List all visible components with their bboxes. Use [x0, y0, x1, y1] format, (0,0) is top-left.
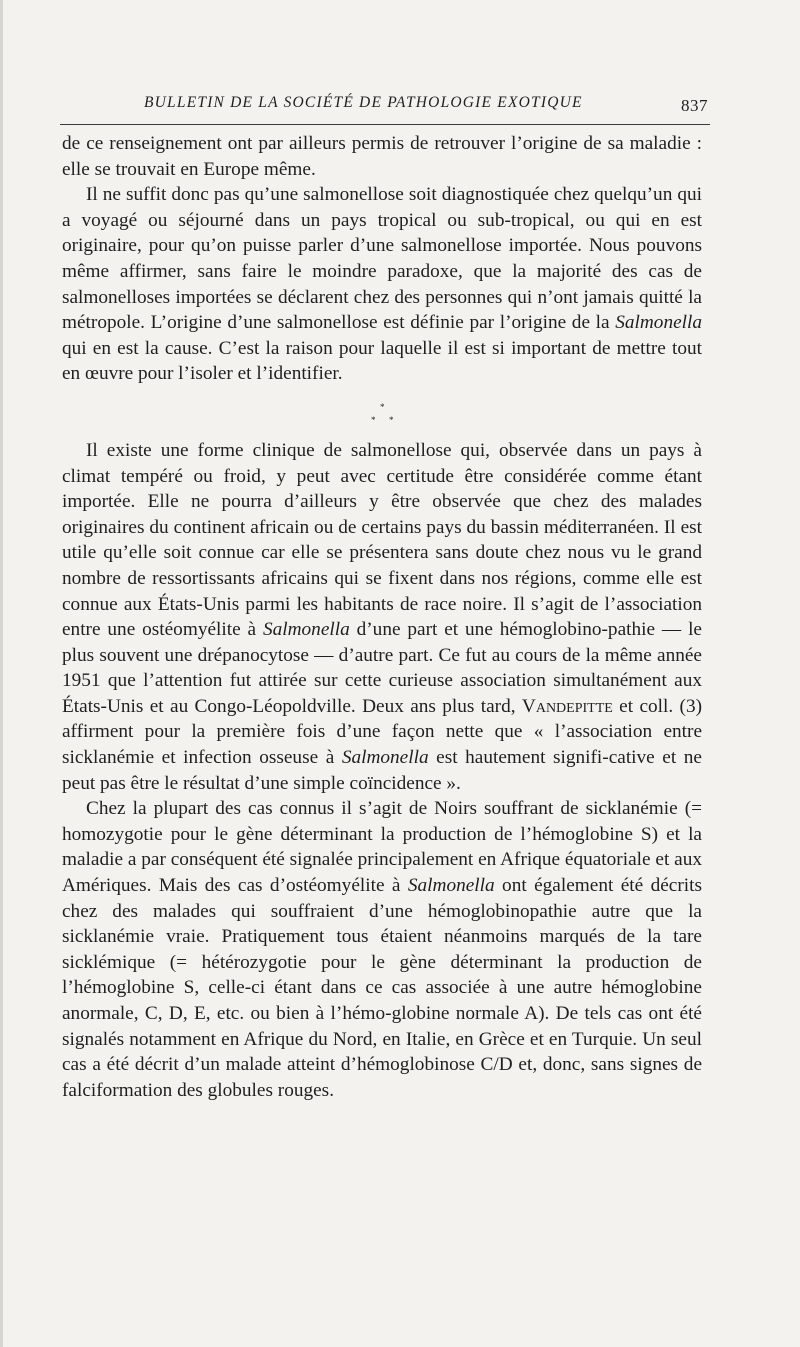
- paragraph: [62, 796, 702, 1103]
- italic-term: Salmonella: [615, 312, 702, 334]
- section-separator: [62, 387, 702, 438]
- text-segment: et coll. (3) affirment pour la première fois d’une façon nette que « l’association entre sicklanémie et infection osseuse à: [62, 695, 703, 769]
- paragraph: [62, 438, 702, 796]
- text-segment: Chez la plupart des cas connus il s’agit de Noirs souffrant de sicklanémie (= homozygotie pour le gène déterminant la production de l’hémoglobine S) et la maladie a par conséquent été signalée principalement en Afrique équatoriale et aux Amériques. Mais des cas d’ostéomyélite à: [62, 798, 702, 897]
- text-segment: qui en est la cause. C’est la raison pour laquelle il est si important de mettre tout en œuvre pour l’isoler et l’identifier.: [62, 337, 702, 385]
- author-name: Vandepitte: [521, 695, 613, 717]
- page-header: [60, 90, 710, 120]
- article-body: [62, 131, 702, 1103]
- separator-star: *: [371, 414, 376, 425]
- paragraph: [62, 182, 702, 387]
- text-segment: ont également été décrits chez des malades qui souffraient d’une hémoglobinopathie autre que la sicklanémie vraie. Pratiquement tous étaient néanmoins marqués de la tare sicklémique (= hétérozygotie pour le gène déterminant la production de l’hémoglobine S, celle-ci étant dans ce cas associée à une autre hémoglobine anormale, C, D, E, etc. ou bien à l’hémo-globine normale A). De tels cas ont été signalés notamment en Afrique du Nord, en Italie, en Grèce et en Turquie. Un seul cas a été décrit d’un malade atteint d’hémoglobinose C/D et, donc, sans signes de falciformation des globules rouges.: [62, 875, 703, 1101]
- text-segment: est hautement signifi-cative et ne peut pas être le résultat d’une simple coïncidence ».: [62, 747, 702, 794]
- italic-term: Salmonella: [262, 619, 350, 641]
- text-segment: de ce renseignement ont par ailleurs permis de retrouver l’origine de sa maladie : elle se trouvait en Europe même.: [62, 133, 702, 180]
- paragraphs-before-separator: [62, 131, 702, 387]
- paragraphs-after-separator: [62, 438, 702, 1103]
- header-rule: [60, 124, 710, 125]
- separator-star: *: [389, 414, 394, 425]
- italic-term: Salmonella: [407, 875, 495, 897]
- separator-star: *: [380, 401, 385, 412]
- paragraph: [62, 131, 702, 182]
- page-number: 837: [681, 96, 708, 115]
- text-segment: Il existe une forme clinique de salmonellose qui, observée dans un pays à climat tempéré ou froid, y peut avec certitude être considérée comme étant importée. Elle ne pourra d’ailleurs y être observée que chez des malades originaires du continent africain ou de certains pays du bassin méditerranéen. Il est utile qu’elle soit connue car elle se présentera sans doute chez nous vu le grand nombre de ressortissants africains qui se fixent dans nos régions, comme elle est connue aux États-Unis parmi les habitants de race noire. Il s’agit de l’association entre une ostéomyélite à: [62, 439, 702, 641]
- text-segment: Il ne suffit donc pas qu’une salmonellose soit diagnostiquée chez quelqu’un qui a voyagé ou séjourné dans un pays tropical ou sub-tropical, ou qui en est originaire, pour qu’on puisse parler d’une salmonellose importée. Nous pouvons même affirmer, sans faire le moindre paradoxe, que la majorité des cas de salmonelloses importées se déclarent chez des personnes qui n’ont jamais quitté la métropole. L’origine d’une salmonellose est définie par l’origine de la: [62, 184, 702, 334]
- italic-term: Salmonella: [341, 747, 429, 769]
- page-edge: [0, 0, 3, 1347]
- text-segment: d’une part et une hémoglobino-pathie — le plus souvent une drépanocytose — d’autre part. Ce fut au cours de la même année 1951 que l’attention fut attirée sur cette curieuse association simultanément aux États-Unis et au Congo-Léopoldville. Deux ans plus tard,: [62, 619, 702, 717]
- running-title: BULLETIN DE LA SOCIÉTÉ DE PATHOLOGIE EXOTIQUE: [144, 94, 583, 111]
